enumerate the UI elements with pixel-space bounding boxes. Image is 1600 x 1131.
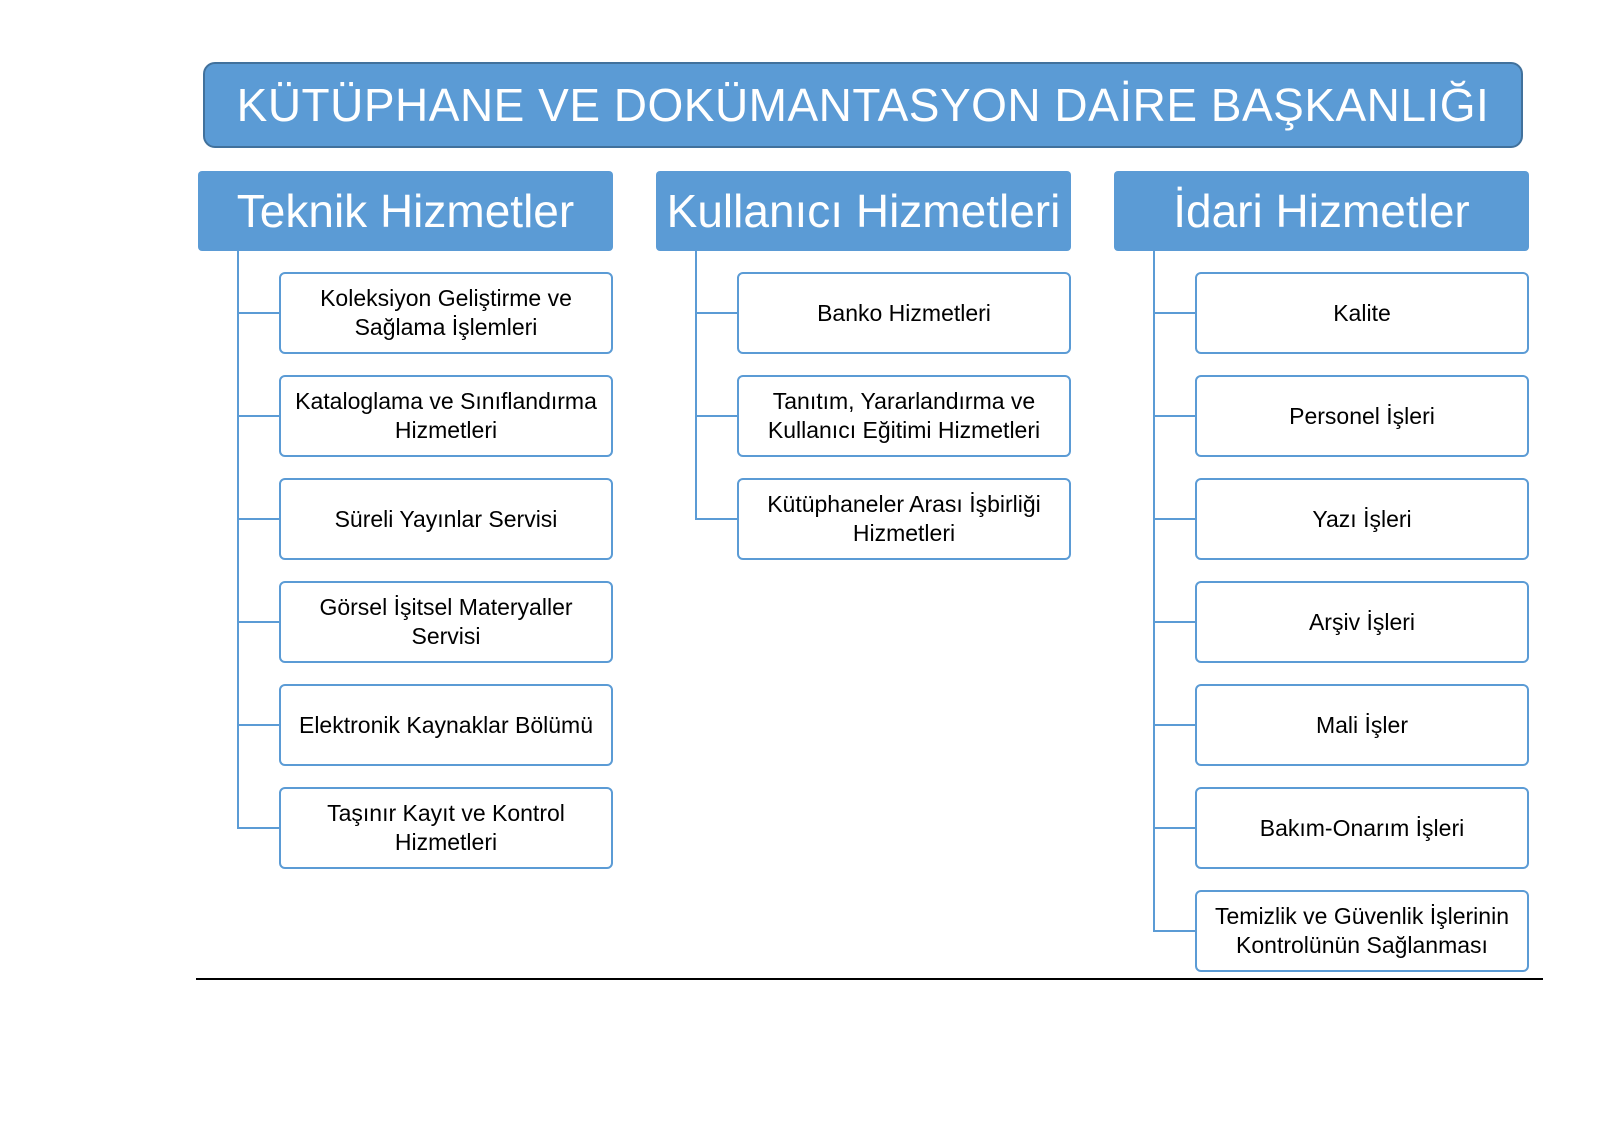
- unit-box: [279, 787, 613, 869]
- unit-label: Koleksiyon Geliştirme ve Sağlama İşlemleri: [320, 285, 572, 340]
- column-heading-1: [198, 171, 613, 251]
- unit-box: [1195, 787, 1529, 869]
- unit-label: Banko Hizmetleri: [817, 299, 991, 326]
- connector-branch: [696, 518, 737, 520]
- connector-trunk: [1153, 251, 1155, 932]
- connector-branch: [1154, 518, 1195, 520]
- column-heading-label: İdari Hizmetler: [1173, 185, 1470, 237]
- unit-box: [1195, 684, 1529, 766]
- connector-branch: [238, 415, 279, 417]
- connector-branch: [1154, 827, 1195, 829]
- unit-box: [1195, 272, 1529, 354]
- connector-branch: [696, 312, 737, 314]
- unit-label: Yazı İşleri: [1312, 505, 1412, 532]
- unit-label: Bakım-Onarım İşleri: [1259, 814, 1465, 841]
- connector-branch: [238, 827, 279, 829]
- connector-branch: [238, 724, 279, 726]
- unit-label: Kütüphaneler Arası İşbirliği Hizmetleri: [767, 491, 1041, 546]
- connector-branch: [238, 621, 279, 623]
- column-heading-2: [656, 171, 1071, 251]
- unit-box: [279, 272, 613, 354]
- unit-label: Elektronik Kaynaklar Bölümü: [298, 711, 594, 738]
- unit-label: Kataloglama ve Sınıflandırma Hizmetleri: [295, 388, 597, 443]
- unit-box: [1195, 375, 1529, 457]
- connector-trunk: [237, 251, 239, 829]
- unit-label: Kalite: [1333, 299, 1391, 326]
- connector-branch: [238, 312, 279, 314]
- unit-label: Taşınır Kayıt ve Kontrol Hizmetleri: [327, 800, 565, 855]
- connector-branch: [238, 518, 279, 520]
- unit-label: Personel İşleri: [1289, 402, 1435, 429]
- unit-box: [737, 272, 1071, 354]
- unit-box: [279, 581, 613, 663]
- connector-branch: [1154, 724, 1195, 726]
- connector-branch: [1154, 312, 1195, 314]
- unit-box: [279, 375, 613, 457]
- unit-label: Temizlik ve Güvenlik İşlerinin Kontrolünün Sağlanması: [1215, 903, 1509, 958]
- connector-trunk: [695, 251, 697, 520]
- org-title-banner: [203, 62, 1523, 148]
- column-heading-label: Teknik Hizmetler: [236, 185, 575, 237]
- connector-branch: [1154, 415, 1195, 417]
- unit-label: Süreli Yayınlar Servisi: [334, 505, 558, 532]
- unit-box: [1195, 890, 1529, 972]
- column-heading-label: Kullanıcı Hizmetleri: [666, 185, 1061, 237]
- unit-box: [737, 375, 1071, 457]
- connector-branch: [1154, 621, 1195, 623]
- unit-label: Arşiv İşleri: [1308, 608, 1416, 635]
- unit-box: [1195, 478, 1529, 560]
- unit-box: [279, 684, 613, 766]
- unit-label: Tanıtım, Yararlandırma ve Kullanıcı Eğitimi Hizmetleri: [767, 388, 1041, 443]
- bottom-rule: [196, 978, 1543, 980]
- unit-box: [279, 478, 613, 560]
- column-heading-3: [1114, 171, 1529, 251]
- unit-box: [737, 478, 1071, 560]
- connector-branch: [1154, 930, 1195, 932]
- unit-label: Mali İşler: [1315, 711, 1408, 738]
- unit-label: Görsel İşitsel Materyaller Servisi: [319, 594, 573, 649]
- connector-branch: [696, 415, 737, 417]
- unit-box: [1195, 581, 1529, 663]
- org-title: KÜTÜPHANE VE DOKÜMANTASYON DAİRE BAŞKANLIĞI: [236, 79, 1490, 131]
